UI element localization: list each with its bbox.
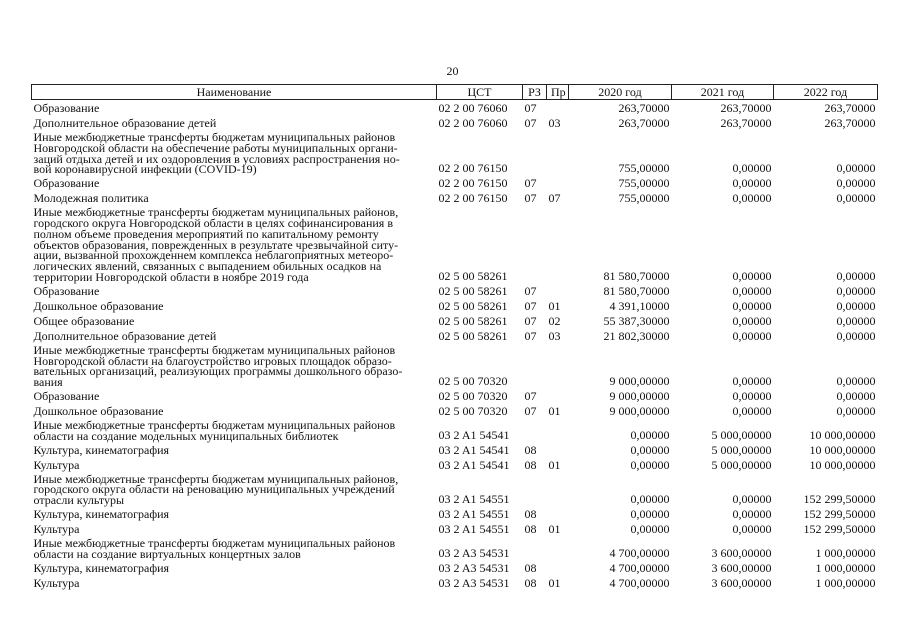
row-2022: 0,00000 (836, 191, 876, 206)
row-name-line: Иные межбюджетные трансферты бюджетам муниципальных районов, (33, 205, 399, 220)
row-name-line: ации, вызванной прохожденнем комплекса неблагоприятных метеоро- (33, 248, 394, 263)
row-2020: 755,00000 (618, 191, 670, 206)
row-2020: 21 802,30000 (603, 328, 670, 343)
row-2022: 0,00000 (836, 403, 876, 418)
row-2020: 9 000,00000 (609, 373, 670, 388)
row-name-line: Дополнительное образование детей (33, 116, 217, 130)
table-row (32, 190, 878, 205)
row-name (32, 536, 437, 560)
row-pr (547, 560, 569, 575)
table-row (32, 575, 878, 590)
row-pr (547, 100, 569, 116)
row-2022: 0,00000 (836, 161, 876, 176)
row-cst: 02 5 00 58261 (438, 328, 508, 343)
row-name (32, 100, 437, 116)
row-2020: 4 700,00000 (609, 560, 670, 575)
row-rz: 07 (524, 403, 537, 418)
row-pr (547, 205, 569, 283)
row-2021: 3 600,00000 (711, 545, 772, 560)
row-rz: 07 (524, 283, 537, 298)
row-name-line: Образование (33, 388, 100, 403)
row-pr (547, 343, 569, 388)
row-pr (547, 175, 569, 190)
row-pr: 01 (548, 457, 561, 472)
row-cst: 03 2 A1 54551 (438, 521, 510, 536)
row-2021: 0,00000 (732, 268, 772, 283)
row-2022: 10 000,00000 (809, 427, 876, 442)
row-name-line: Культура, кинематография (33, 442, 170, 457)
row-2022: 263,70000 (824, 116, 876, 130)
table-row (32, 418, 878, 442)
row-pr (547, 418, 569, 442)
row-2022: 1 000,00000 (815, 560, 876, 575)
row-name (32, 283, 437, 298)
header-2022: 2022 год (774, 85, 878, 100)
row-2020: 0,00000 (630, 457, 670, 472)
row-pr: 03 (548, 328, 561, 343)
row-name (32, 130, 437, 175)
row-name-line: отрасли культуры (33, 493, 125, 508)
row-cst: 03 2 A3 54531 (438, 545, 510, 560)
row-name-line: Культура, кинематография (33, 506, 170, 521)
row-2020: 4 391,10000 (609, 298, 670, 313)
row-name-line: заций отдыха детей и их оздоровления в условиях распространения но- (33, 151, 400, 166)
row-2021: 0,00000 (732, 328, 772, 343)
row-2022: 10 000,00000 (809, 457, 876, 472)
row-2020: 0,00000 (630, 491, 670, 506)
row-2020: 9 000,00000 (609, 403, 670, 418)
row-name-line: Дополнительное образование детей (33, 328, 217, 343)
row-name-line: Иные межбюджетные трансферты бюджетам муниципальных районов (33, 130, 396, 144)
row-2020: 81 580,70000 (603, 283, 670, 298)
row-2021: 0,00000 (732, 283, 772, 298)
row-name-line: Культура (33, 521, 80, 536)
row-2021: 0,00000 (732, 521, 772, 536)
row-2021: 5 000,00000 (711, 442, 772, 457)
row-name-line: Образование (33, 283, 100, 298)
row-2021: 0,00000 (732, 373, 772, 388)
row-rz: 08 (524, 560, 537, 575)
row-pr: 07 (548, 191, 561, 206)
table-row (32, 388, 878, 403)
row-pr: 01 (548, 403, 561, 418)
row-2021: 263,70000 (720, 101, 772, 115)
row-name-line: Дошкольное образование (33, 298, 164, 313)
row-cst: 03 2 A1 54541 (438, 427, 510, 442)
table-row (32, 205, 878, 283)
row-rz: 08 (524, 506, 537, 521)
table-row (32, 536, 878, 560)
row-name-line: Культура, кинематография (33, 560, 170, 575)
row-2020: 755,00000 (618, 176, 670, 191)
row-cst: 02 5 00 70320 (438, 373, 508, 388)
row-name (32, 190, 437, 205)
row-2020: 755,00000 (618, 161, 670, 176)
row-pr: 01 (548, 521, 561, 536)
row-pr: 03 (548, 116, 561, 130)
row-cst: 03 2 A1 54551 (438, 506, 510, 521)
row-cst: 03 2 A1 54541 (438, 457, 510, 472)
row-2020: 0,00000 (630, 442, 670, 457)
row-name-line: Новгородской области на обеспечение работы муниципальных органи- (33, 140, 398, 155)
row-2022: 1 000,00000 (815, 545, 876, 560)
row-rz (523, 536, 547, 560)
row-2021: 3 600,00000 (711, 560, 772, 575)
row-2020: 9 000,00000 (609, 388, 670, 403)
row-pr (547, 506, 569, 521)
row-name-line: Иные межбюджетные трансферты бюджетам муниципальных районов (33, 417, 396, 432)
row-pr: 02 (548, 313, 561, 328)
row-name-line: Образование (33, 101, 100, 115)
row-name-line: Общее образование (33, 313, 135, 328)
header-cst: ЦСТ (437, 85, 523, 100)
row-pr (547, 388, 569, 403)
row-2022: 0,00000 (836, 298, 876, 313)
row-name-line: Дошкольное образование (33, 403, 164, 418)
row-pr (547, 283, 569, 298)
row-2021: 3 600,00000 (711, 575, 772, 590)
row-2020: 4 700,00000 (609, 545, 670, 560)
row-name-line: области на создание модельных муниципальных библиотек (33, 428, 339, 443)
row-cst: 02 5 00 70320 (438, 403, 508, 418)
row-2022: 152 299,50000 (803, 491, 876, 506)
row-cst: 02 2 00 76060 (438, 101, 508, 115)
row-2022: 10 000,00000 (809, 442, 876, 457)
row-cst: 03 2 A3 54531 (438, 560, 510, 575)
row-name-line: Иные межбюджетные трансферты бюджетам муниципальных районов (33, 535, 396, 550)
row-name-line: полном объеме проведения мероприятий по капитальному ремонту (33, 226, 379, 241)
row-name (32, 575, 437, 590)
row-cst: 02 5 00 70320 (438, 388, 508, 403)
table-row (32, 283, 878, 298)
row-name-line: городского округа Новгородской области в целях софинансирования в (33, 215, 393, 230)
table-row (32, 115, 878, 130)
row-rz (523, 418, 547, 442)
row-rz: 07 (524, 101, 537, 115)
row-rz: 08 (524, 575, 537, 590)
table-row (32, 521, 878, 536)
row-rz: 07 (524, 313, 537, 328)
row-2022: 1 000,00000 (815, 575, 876, 590)
row-pr: 01 (548, 298, 561, 313)
row-name-line: вания (33, 375, 63, 390)
header-name: Наименование (32, 85, 437, 100)
row-cst: 02 2 00 76150 (438, 191, 508, 206)
row-name-line: Культура (33, 575, 80, 590)
row-cst: 02 5 00 58261 (438, 268, 508, 283)
row-cst: 03 2 A1 54551 (438, 491, 510, 506)
row-2020: 4 700,00000 (609, 575, 670, 590)
row-name (32, 343, 437, 388)
row-name (32, 472, 437, 506)
row-rz: 07 (524, 191, 537, 206)
header-2021: 2021 год (672, 85, 774, 100)
row-name-line: территории Новгородской области в ноябре 2019 года (33, 269, 309, 284)
row-rz: 08 (524, 457, 537, 472)
row-2021: 0,00000 (732, 506, 772, 521)
row-name (32, 205, 437, 283)
row-cst: 02 2 00 76150 (438, 176, 508, 191)
table-row (32, 343, 878, 388)
row-name-line: городского округа области на реновацию муниципальных учреждений (33, 482, 395, 497)
row-name (32, 115, 437, 130)
row-name-line: Иные межбюджетные трансферты бюджетам муниципальных районов (33, 342, 396, 357)
row-rz: 08 (524, 442, 537, 457)
row-name (32, 457, 437, 472)
row-name (32, 313, 437, 328)
row-2022: 0,00000 (836, 328, 876, 343)
row-pr (547, 442, 569, 457)
row-2022: 152 299,50000 (803, 506, 876, 521)
row-2022: 152 299,50000 (803, 521, 876, 536)
row-pr (547, 472, 569, 506)
table-row (32, 175, 878, 190)
header-pr: Пр (547, 85, 569, 100)
table-row (32, 403, 878, 418)
row-name (32, 506, 437, 521)
row-name-line: Молодежная политика (33, 191, 149, 206)
budget-table (31, 84, 878, 590)
row-name (32, 442, 437, 457)
row-cst: 03 2 A3 54531 (438, 575, 510, 590)
row-2022: 0,00000 (836, 268, 876, 283)
table-row (32, 506, 878, 521)
row-2020: 263,70000 (618, 116, 670, 130)
row-2021: 0,00000 (732, 388, 772, 403)
row-name-line: Новгородской области на благоустройство игровых площадок образо- (33, 353, 392, 368)
header-2020: 2020 год (569, 85, 672, 100)
table-row (32, 457, 878, 472)
row-2021: 0,00000 (732, 491, 772, 506)
table-row (32, 100, 878, 116)
row-rz: 07 (524, 388, 537, 403)
table-row (32, 130, 878, 175)
row-2020: 0,00000 (630, 427, 670, 442)
row-name-line: объектов образования, поврежденных в результате чрезвычайной ситу- (33, 237, 399, 252)
row-cst: 03 2 A1 54541 (438, 442, 510, 457)
row-rz (523, 205, 547, 283)
row-2022: 0,00000 (836, 176, 876, 191)
row-2021: 0,00000 (732, 298, 772, 313)
row-name-line: Культура (33, 457, 80, 472)
row-rz: 08 (524, 521, 537, 536)
row-cst: 02 5 00 58261 (438, 313, 508, 328)
table-row (32, 328, 878, 343)
table-row (32, 560, 878, 575)
row-2021: 263,70000 (720, 116, 772, 130)
row-2021: 0,00000 (732, 161, 772, 176)
row-2021: 5 000,00000 (711, 457, 772, 472)
row-2021: 0,00000 (732, 403, 772, 418)
page-number: 20 (446, 64, 459, 78)
row-2022: 0,00000 (836, 388, 876, 403)
table-row (32, 442, 878, 457)
row-2021: 0,00000 (732, 313, 772, 328)
row-cst: 02 2 00 76060 (438, 116, 508, 130)
row-name (32, 328, 437, 343)
row-2021: 0,00000 (732, 191, 772, 206)
row-name-line: вой коронавирусной инфекции (COVID-19) (33, 162, 257, 177)
row-rz: 07 (524, 176, 537, 191)
row-2020: 81 580,70000 (603, 268, 670, 283)
row-name (32, 521, 437, 536)
row-pr (547, 130, 569, 175)
row-name (32, 175, 437, 190)
row-pr: 01 (548, 575, 561, 590)
table-row (32, 313, 878, 328)
row-cst: 02 2 00 76150 (438, 161, 508, 176)
table-body (32, 100, 878, 590)
row-name-line: вательных организаций, реализующих программы дошкольного образо- (33, 364, 403, 379)
row-rz (523, 472, 547, 506)
row-2021: 5 000,00000 (711, 427, 772, 442)
row-rz: 07 (524, 298, 537, 313)
row-name-line: области на создание виртуальных концертных залов (33, 546, 301, 561)
row-rz: 07 (524, 328, 537, 343)
row-2022: 0,00000 (836, 373, 876, 388)
row-name (32, 418, 437, 442)
row-cst: 02 5 00 58261 (438, 283, 508, 298)
row-rz (523, 343, 547, 388)
row-name-line: Иные межбюджетные трансферты бюджетам муниципальных районов, (33, 471, 399, 486)
row-rz: 07 (524, 116, 537, 130)
row-name (32, 560, 437, 575)
row-2020: 55 387,30000 (603, 313, 670, 328)
row-2022: 0,00000 (836, 283, 876, 298)
row-2022: 0,00000 (836, 313, 876, 328)
row-name-line: Образование (33, 176, 100, 191)
row-pr (547, 536, 569, 560)
row-cst: 02 5 00 58261 (438, 298, 508, 313)
row-name-line: логических явлений, связанных с выпадением обильных осадков на (33, 259, 382, 274)
row-2021: 0,00000 (732, 176, 772, 191)
row-2020: 0,00000 (630, 506, 670, 521)
table-header (32, 85, 878, 100)
row-name (32, 403, 437, 418)
row-name (32, 388, 437, 403)
row-2020: 263,70000 (618, 101, 670, 115)
table-row (32, 298, 878, 313)
header-rz: РЗ (523, 85, 547, 100)
row-rz (523, 130, 547, 175)
row-2020: 0,00000 (630, 521, 670, 536)
row-2022: 263,70000 (824, 101, 876, 115)
row-name (32, 298, 437, 313)
table-row (32, 472, 878, 506)
